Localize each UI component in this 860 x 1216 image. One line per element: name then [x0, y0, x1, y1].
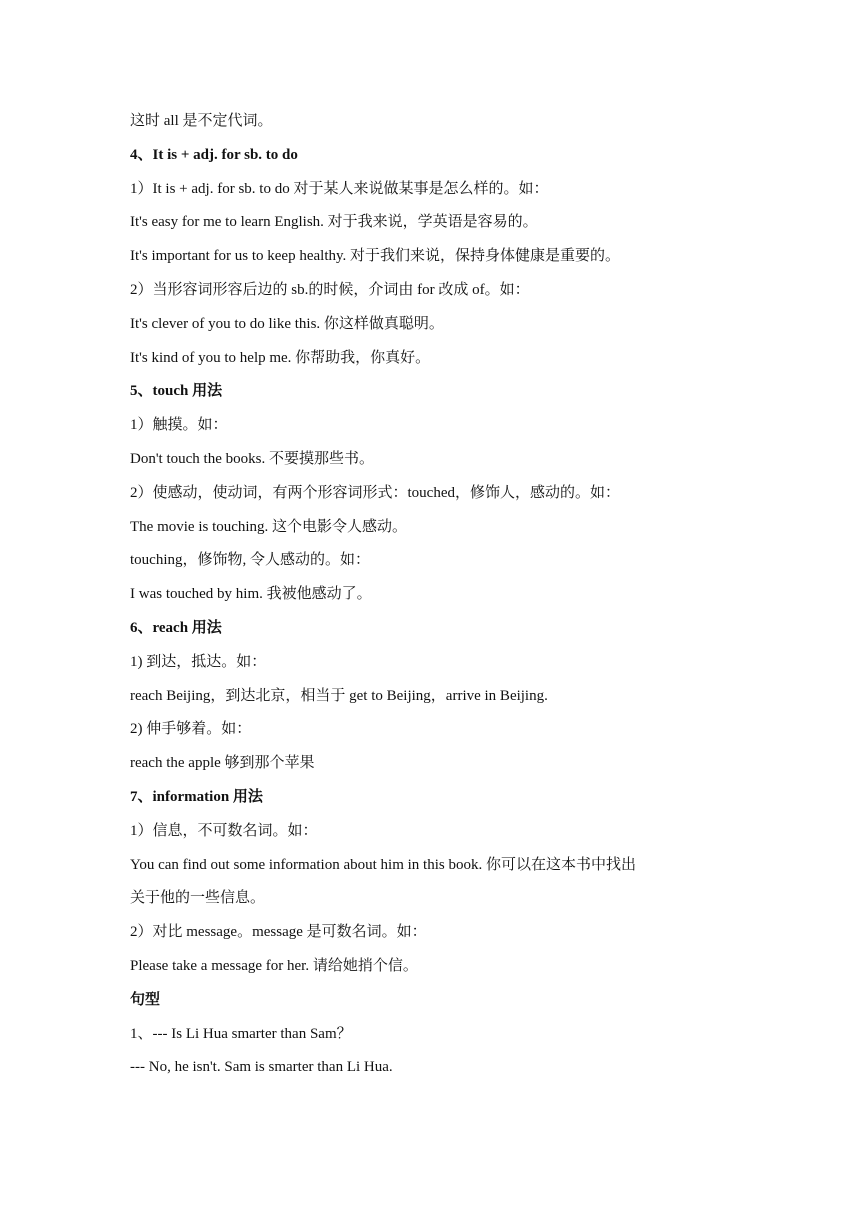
document-page: [130, 105, 730, 1085]
example-sentence: The movie is touching. 这个电影令人感动。: [130, 518, 408, 535]
example-sentence: Please take a message for her. 请给她捎个信。: [130, 957, 418, 974]
text-line: 1) 到达，抵达。如：: [130, 653, 267, 670]
section-heading-7: 7、information 用法: [130, 788, 263, 805]
example-sentence: It's clever of you to do like this. 你这样做真聪明。: [130, 315, 444, 332]
text-line: 1）触摸。如：: [130, 417, 228, 434]
section-heading-5: 5、touch 用法: [130, 383, 223, 400]
example-sentence: It's easy for me to learn English. 对于我来说，学英语是容易的。: [130, 214, 538, 231]
text-line: 1）It is + adj. for sb. to do 对于某人来说做某事是怎么样的。如：: [130, 180, 549, 197]
example-sentence-continued: 关于他的一些信息。: [130, 890, 266, 907]
section-heading-6: 6、reach 用法: [130, 619, 222, 636]
text-line: 2) 伸手够着。如：: [130, 721, 252, 738]
dialogue-answer: --- No, he isn't. Sam is smarter than Li Hua.: [130, 1059, 393, 1076]
example-sentence: Don't touch the books. 不要摸那些书。: [130, 450, 374, 467]
example-sentence: It's important for us to keep healthy. 对于我们来说，保持身体健康是重要的。: [130, 248, 621, 265]
text-line: touching，修饰物, 令人感动的。如：: [130, 552, 370, 569]
text-line: 2）使感动，使动词，有两个形容词形式：touched，修饰人，感动的。如：: [130, 484, 620, 501]
example-sentence: reach the apple 够到那个苹果: [130, 755, 315, 772]
text-line: 2）当形容词形容后边的 sb.的时候，介词由 for 改成 of。如：: [130, 281, 530, 298]
example-sentence: It's kind of you to help me. 你帮助我，你真好。: [130, 349, 431, 366]
section-heading-4: 4、It is + adj. for sb. to do: [130, 146, 298, 163]
text-line: 1）信息，不可数名词。如：: [130, 822, 318, 839]
dialogue-question: 1、--- Is Li Hua smarter than Sam？: [130, 1025, 352, 1042]
example-sentence: I was touched by him. 我被他感动了。: [130, 586, 372, 603]
text-line: 2）对比 message。message 是可数名词。如：: [130, 924, 427, 941]
example-sentence: You can find out some information about him in this book. 你可以在这本书中找出: [130, 856, 636, 873]
text-line: 这时 all 是不定代词。: [130, 113, 273, 129]
example-sentence: reach Beijing，到达北京，相当于 get to Beijing，arrive in Beijing.: [130, 687, 548, 704]
section-heading-sentence-patterns: 句型: [130, 991, 161, 1008]
